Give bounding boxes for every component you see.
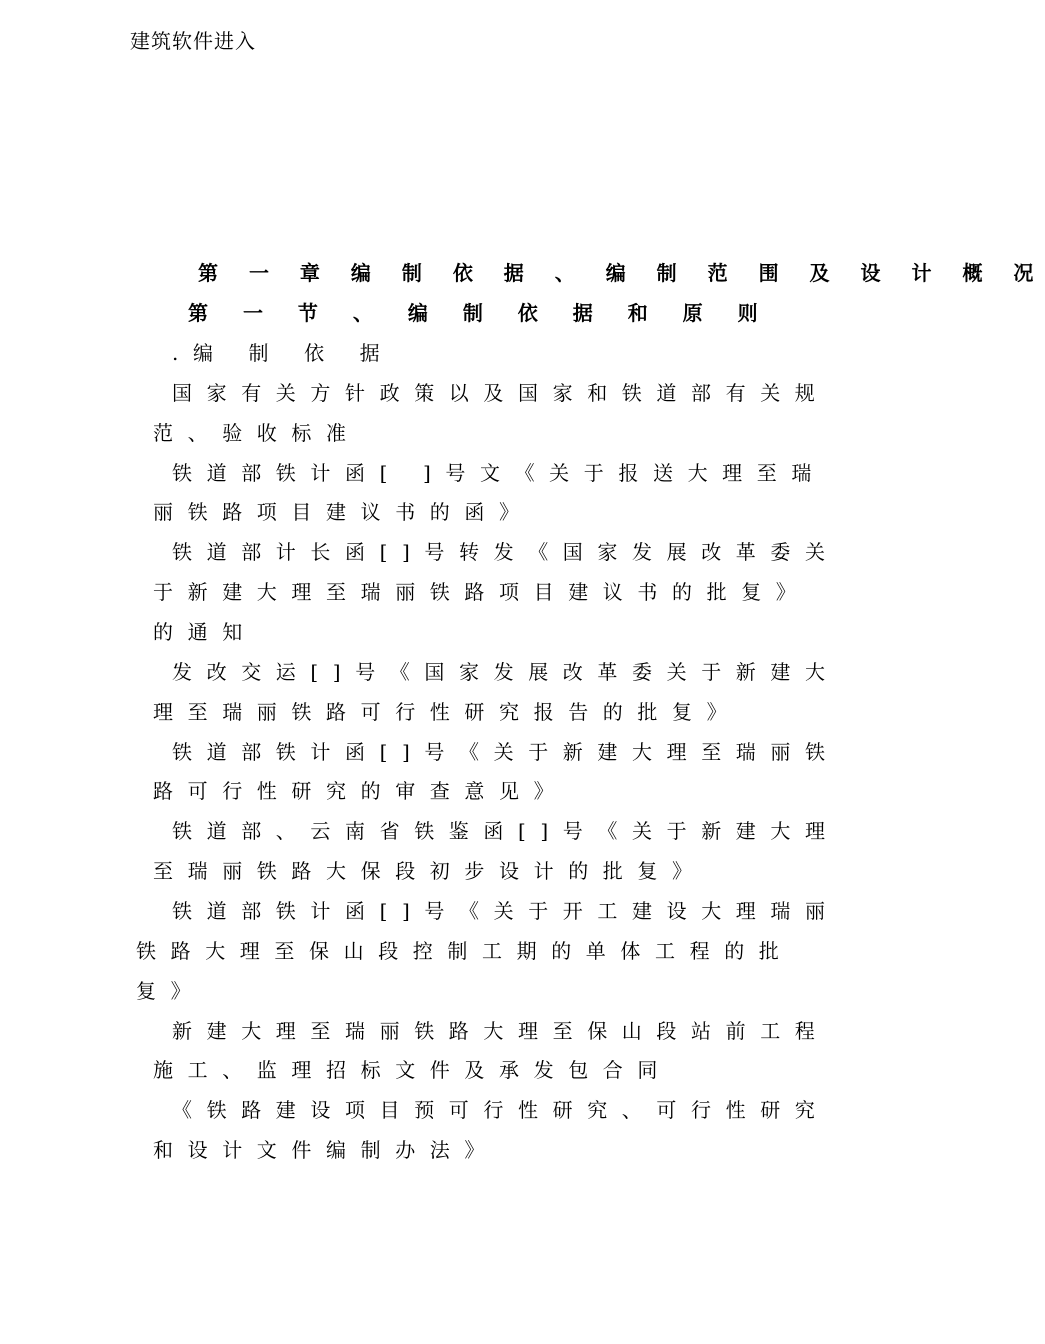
body-line: 路可行性研究的审查意见》 bbox=[153, 779, 569, 803]
body-line: 铁道部铁计函[]号《关于新建大理至瑞丽铁 bbox=[172, 740, 840, 764]
body-line: 于新建大理至瑞丽铁路项目建议书的批复》 bbox=[153, 580, 811, 604]
body-line: 至瑞丽铁路大保段初步设计的批复》 bbox=[153, 859, 707, 883]
body-line: 《铁路建设项目预可行性研究、可行性研究 bbox=[172, 1098, 830, 1122]
section-title: 第 一 节 、 编 制 依 据 和 原 则 bbox=[188, 301, 772, 325]
sub-heading: .编 制 依 据 bbox=[172, 341, 395, 365]
body-line: 丽铁路项目建议书的函》 bbox=[153, 500, 534, 524]
body-line: 和设计文件编制办法》 bbox=[153, 1138, 499, 1162]
body-line: 国家有关方针政策以及国家和铁道部有关规 bbox=[172, 381, 830, 405]
chapter-title: 第 一 章 编 制 依 据 、 编 制 范 围 及 设 计 概 况 bbox=[198, 261, 1045, 285]
body-line: 铁道部、云南省铁鉴函[]号《关于新建大理 bbox=[172, 819, 840, 843]
body-line: 铁道部铁计函[ ]号文《关于报送大理至瑞 bbox=[172, 461, 826, 485]
body-line: 发改交运[]号《国家发展改革委关于新建大 bbox=[172, 660, 840, 684]
body-line: 范、验收标准 bbox=[153, 421, 361, 445]
body-line: 铁道部计长函[]号转发《国家发展改革委关 bbox=[172, 540, 840, 564]
body-line: 新建大理至瑞丽铁路大理至保山段站前工程 bbox=[172, 1019, 830, 1043]
page-header-text: 建筑软件进入 bbox=[130, 29, 256, 53]
body-line: 施工、监理招标文件及承发包合同 bbox=[153, 1058, 672, 1082]
body-line: 的通知 bbox=[153, 620, 257, 644]
body-line: 复》 bbox=[136, 979, 206, 1003]
body-line: 铁道部铁计函[]号《关于开工建设大理瑞丽 bbox=[172, 899, 840, 923]
body-line: 铁路大理至保山段控制工期的单体工程的批 bbox=[136, 939, 794, 963]
body-line: 理至瑞丽铁路可行性研究报告的批复》 bbox=[153, 700, 742, 724]
